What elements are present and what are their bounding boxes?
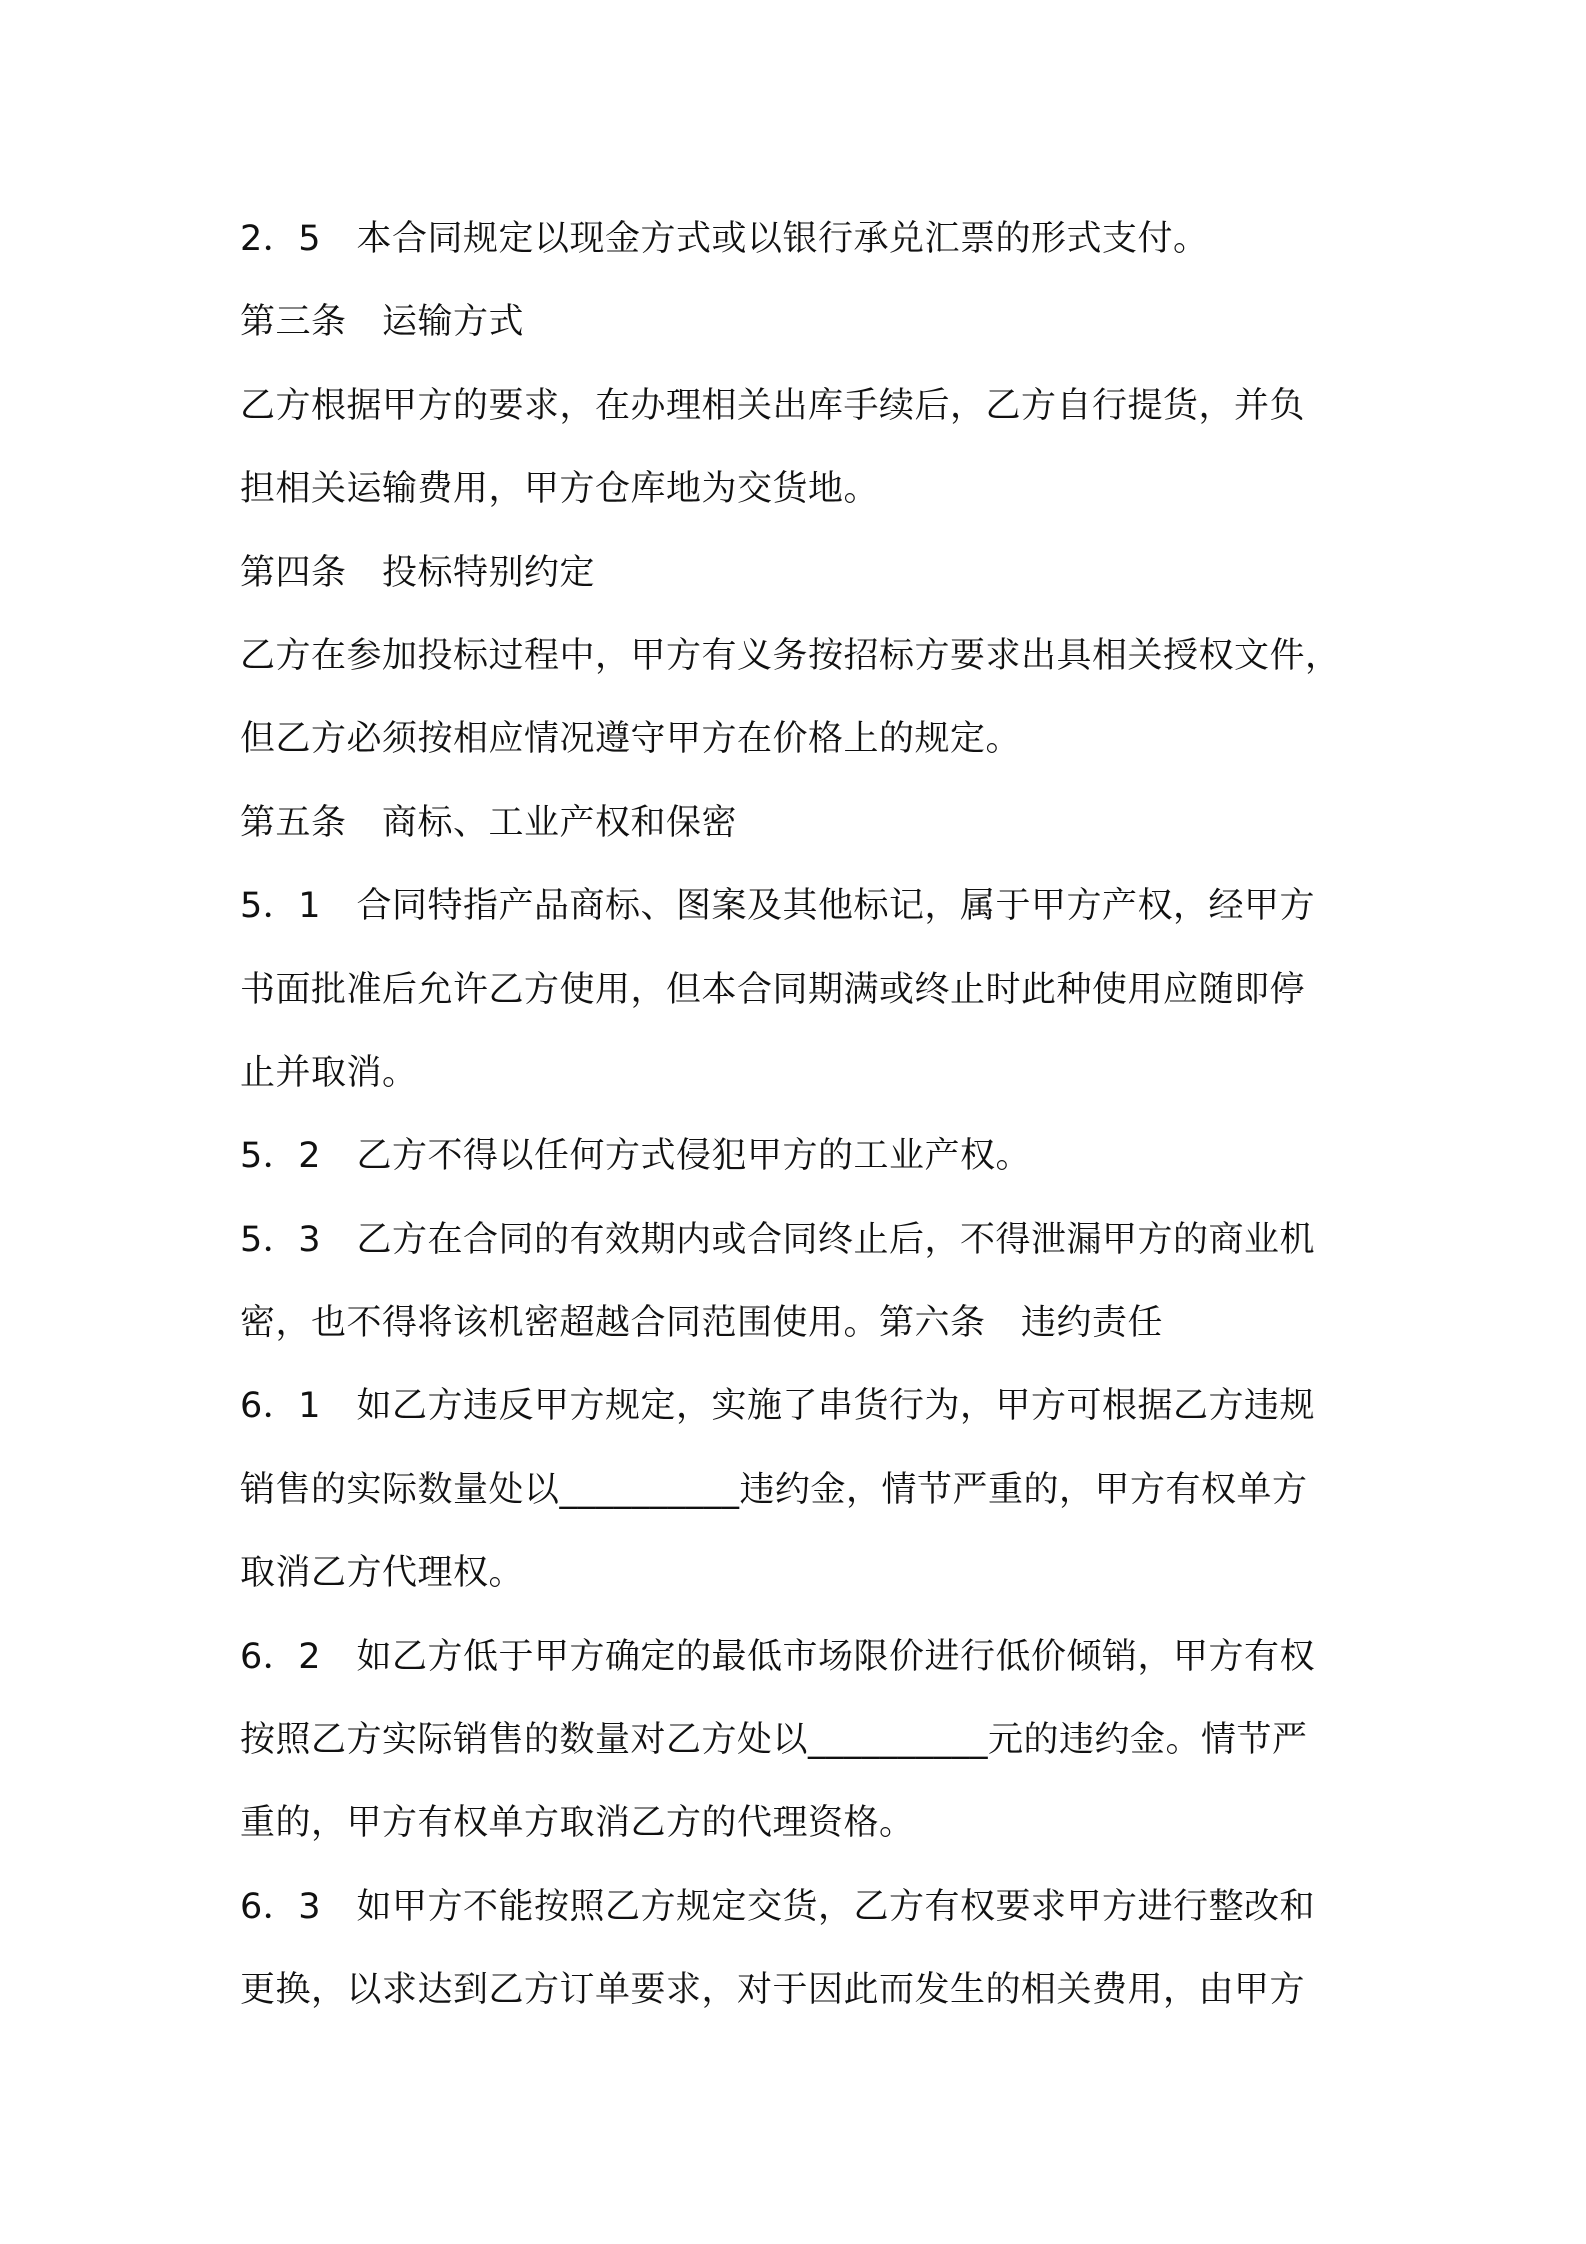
section-heading: 第四条 投标特别约定 bbox=[240, 552, 596, 593]
text-line: 乙方根据甲方的要求，在办理相关出库手续后，乙方自行提货，并负 bbox=[240, 385, 1306, 426]
text-line: 5．2 乙方不得以任何方式侵犯甲方的工业产权。 bbox=[240, 1136, 1032, 1177]
text-line: 取消乙方代理权。 bbox=[240, 1553, 525, 1594]
text-line: 2．5 本合同规定以现金方式或以银行承兑汇票的形式支付。 bbox=[240, 219, 1209, 259]
text-line: 密，也不得将该机密超越合同范围使用。第六条 违约责任 bbox=[240, 1303, 1164, 1344]
text-line: 止并取消。 bbox=[240, 1052, 418, 1093]
text-line: 担相关运输费用，甲方仓库地为交货地。 bbox=[240, 469, 880, 510]
text-line: 6．1 如乙方违反甲方规定，实施了串货行为，甲方可根据乙方违规 bbox=[240, 1386, 1316, 1427]
text-line: 但乙方必须按相应情况遵守甲方在价格上的规定。 bbox=[240, 719, 1022, 760]
text-line: 6．3 如甲方不能按照乙方规定交货，乙方有权要求甲方进行整改和 bbox=[240, 1886, 1316, 1927]
text-line: 按照乙方实际销售的数量对乙方处以__________元的违约金。情节严 bbox=[240, 1720, 1308, 1761]
text-line: 5．1 合同特指产品商标、图案及其他标记，属于甲方产权，经甲方 bbox=[240, 886, 1316, 927]
text-line: 5．3 乙方在合同的有效期内或合同终止后，不得泄漏甲方的商业机 bbox=[240, 1219, 1316, 1260]
text-line: 更换，以求达到乙方订单要求，对于因此而发生的相关费用，由甲方 bbox=[240, 1970, 1306, 2011]
text-line: 重的，甲方有权单方取消乙方的代理资格。 bbox=[240, 1803, 915, 1844]
text-line: 乙方在参加投标过程中，甲方有义务按招标方要求出具相关授权文件， bbox=[240, 635, 1341, 676]
document-body bbox=[240, 198, 1360, 2033]
text-line: 书面批准后允许乙方使用，但本合同期满或终止时此种使用应随即停 bbox=[240, 969, 1306, 1010]
section-heading: 第五条 商标、工业产权和保密 bbox=[240, 802, 738, 843]
section-heading: 第三条 运输方式 bbox=[240, 302, 525, 343]
text-line: 销售的实际数量处以__________违约金，情节严重的，甲方有权单方 bbox=[240, 1469, 1308, 1510]
text-line: 6．2 如乙方低于甲方确定的最低市场限价进行低价倾销，甲方有权 bbox=[240, 1636, 1316, 1677]
